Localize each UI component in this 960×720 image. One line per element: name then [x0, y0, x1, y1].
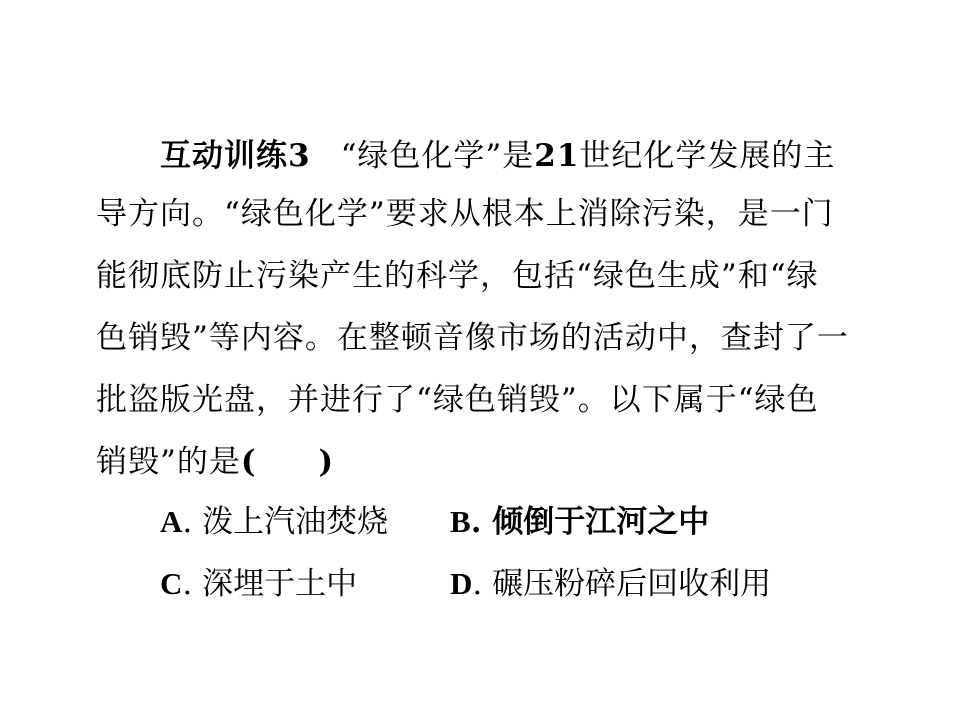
- question-line-4: 色销毁”等内容。在整顿音像市场的活动中，查封了一: [96, 320, 849, 356]
- answer-paren-close: ): [318, 444, 335, 480]
- option-d-text: 碾压粉碎后回收利用: [492, 566, 772, 602]
- option-a[interactable]: [160, 502, 388, 542]
- option-c-text: 深埋于土中: [202, 566, 358, 602]
- option-d-letter: D: [450, 566, 473, 601]
- question-line-2: 导方向。“绿色化学”要求从根本上消除污染，是一门: [96, 196, 834, 232]
- option-c-sep: .: [182, 566, 193, 602]
- option-b-sep: .: [470, 504, 482, 540]
- option-a-sep: .: [182, 504, 193, 540]
- question-label: 互动训练3: [160, 138, 311, 174]
- option-c-letter: C: [160, 566, 183, 601]
- question-text-1b: 世纪化学发展的主: [579, 138, 836, 174]
- question-number: 21: [534, 138, 580, 174]
- question-text-6: 销毁”的是: [96, 444, 241, 480]
- question-line-5: 批盗版光盘，并进行了“绿色销毁”。以下属于“绿色: [96, 382, 819, 418]
- option-b-text: 倾倒于江河之中: [492, 504, 710, 540]
- question-line-1: [160, 136, 835, 176]
- option-d-sep: .: [472, 566, 483, 602]
- option-a-letter: A: [160, 504, 183, 539]
- question-line-3: 能彻底防止污染产生的科学，包括“绿色生成”和“绿: [96, 258, 819, 294]
- option-b-letter: B: [450, 504, 471, 539]
- option-b[interactable]: [450, 502, 709, 542]
- option-d[interactable]: [450, 564, 771, 604]
- option-a-text: 泼上汽油焚烧: [202, 504, 389, 540]
- question-line-6: [96, 442, 334, 482]
- option-c[interactable]: [160, 564, 357, 604]
- question-text-1a: “绿色化学”是: [340, 138, 535, 174]
- answer-paren-open: (: [240, 444, 257, 480]
